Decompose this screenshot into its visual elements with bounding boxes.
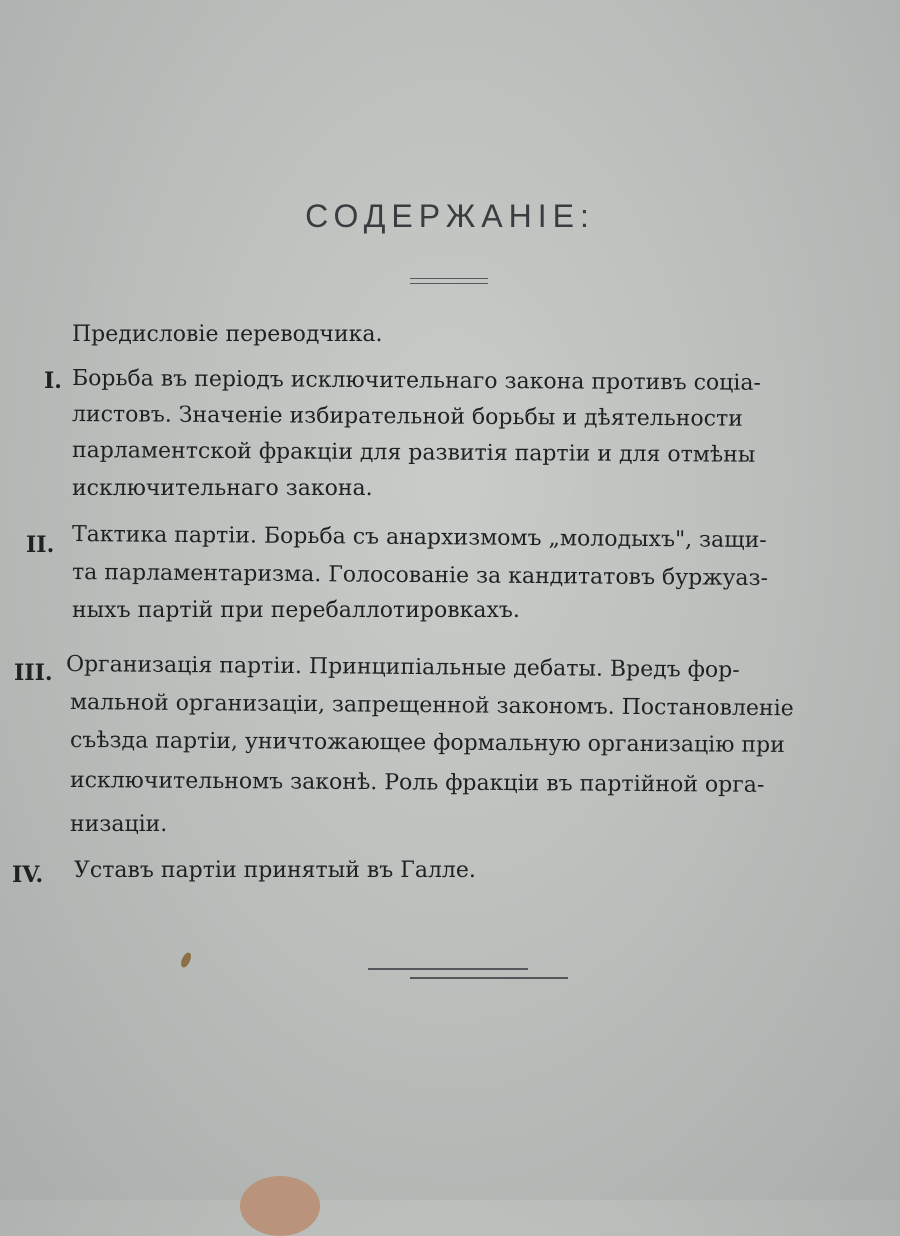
chapter-line: Тактика партіи. Борьба съ анархизмомъ „молодыхъ", защи- — [71, 522, 767, 554]
chapter-line: низаціи. — [70, 812, 168, 837]
chapter-line: Организація партіи. Принципіальные дебаты. Вредъ фор- — [65, 652, 740, 683]
chapter-number: II. — [26, 532, 55, 558]
chapter-line: Борьба въ періодъ исключительнаго закона противъ соціа- — [71, 366, 762, 396]
ornament-rule-1 — [368, 968, 528, 970]
chapter-line: парламентской фракціи для развитія партіи и для отмѣны — [71, 438, 756, 468]
toc-preface: Предисловіе переводчика. — [72, 322, 383, 347]
paper-stain — [179, 951, 193, 969]
heading-rule-2 — [410, 283, 488, 284]
heading-rule-1 — [410, 278, 488, 279]
chapter-line: съѣзда партіи, уничтожающее формальную организацію при — [69, 728, 785, 758]
ornament-rule-2 — [410, 977, 568, 979]
chapter-line: та парламентаризма. Голосованіе за кандитатовъ буржуаз- — [71, 560, 769, 592]
thumb-shadow — [240, 1176, 320, 1236]
chapter-line: мальной организаціи, запрещенной закономъ. Постановленіе — [69, 690, 794, 722]
chapter-number: I. — [44, 368, 62, 394]
chapter-line: Уставъ партіи принятый въ Галле. — [74, 858, 476, 883]
toc-heading: СОДЕРЖАНІЕ: — [305, 198, 595, 234]
chapter-line: ныхъ партій при перебаллотировкахъ. — [72, 598, 520, 623]
chapter-line: листовъ. Значеніе избирательной борьбы и дѣятельности — [71, 402, 743, 432]
chapter-number: III. — [14, 660, 53, 686]
chapter-number: IV. — [12, 862, 44, 888]
chapter-line: исключительномъ законѣ. Роль фракціи въ партійной орга- — [69, 768, 765, 798]
chapter-line: исключительнаго закона. — [72, 476, 373, 501]
